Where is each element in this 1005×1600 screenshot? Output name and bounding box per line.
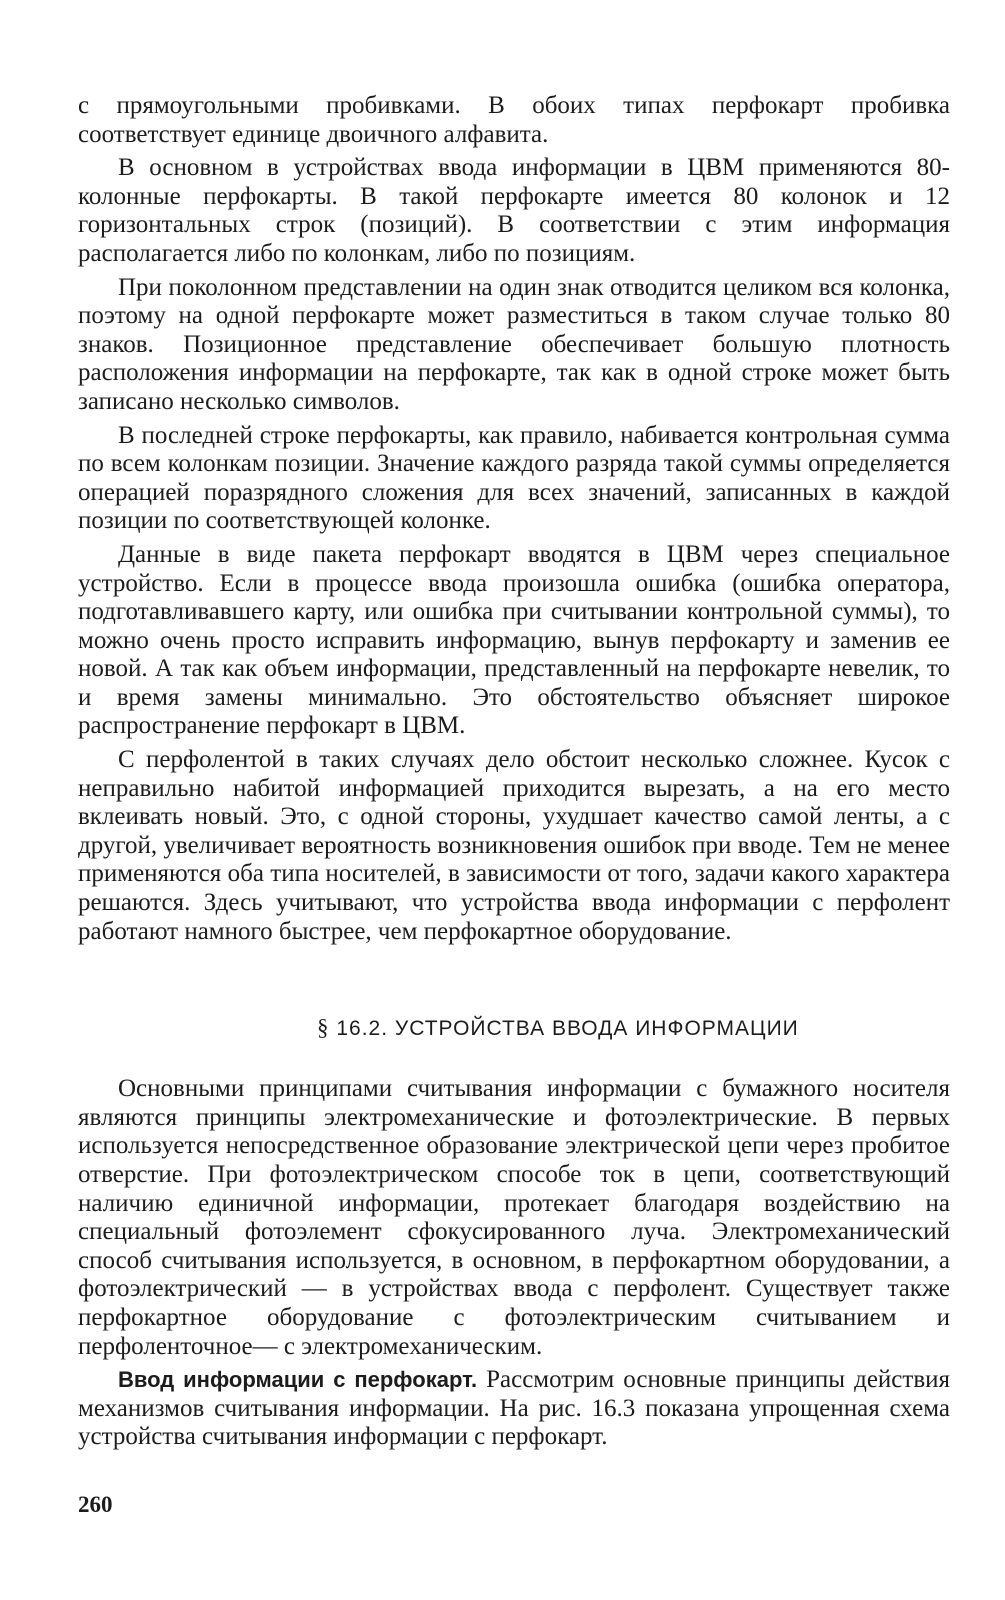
paragraph-text: Рассмотрим основные принципы действия механизмов считывания информации. На рис. 16.3 показана упрощенная схема устройства считывания информации с перфокарт. [78, 1366, 950, 1451]
paragraph: В последней строке перфокарты, как правило, набивается контрольная сумма по всем колонкам позиции. Значение каждого разряда такой суммы определяется операцией поразрядного сложения для всех значений, записанных в каждой позиции по соответствующей колонке. [78, 421, 950, 535]
paragraph: С перфолентой в таких случаях дело обстоит несколько сложнее. Кусок с неправильно набитой информацией приходится вырезать, а на его место вклеивать новый. Это, с одной стороны, ухудшает качество самой ленты, а с другой, увеличивает вероятность возникновения ошибок при вводе. Тем не менее применяются оба типа носителей, в зависимости от того, задачи какого характера решаются. Здесь учитывают, что устройства ввода информации с перфолент работают намного быстрее, чем перфокартное оборудование. [78, 746, 950, 945]
paragraph: Данные в виде пакета перфокарт вводятся в ЦВМ через специальное устройство. Если в процессе ввода произошла ошибка (ошибка оператора, подготавливавшего карту, или ошибка при считывании контрольной суммы), то можно очень просто исправить информацию, вынув перфокарту и заменив ее новой. А так как объем информации, представленный на перфокарте невелик, то и время замены минимально. Это обстоятельство объясняет широкое распространение перфокарт в ЦВМ. [78, 540, 950, 740]
section-title: УСТРОЙСТВА ВВОДА ИНФОРМАЦИИ [394, 1017, 799, 1041]
page-number: 260 [78, 1492, 113, 1517]
paragraph: с прямоугольными пробивками. В обоих типах перфокарт пробивка соответствует единице двоичного алфавита. [78, 92, 950, 148]
section-heading [78, 1014, 950, 1043]
paragraph: Основными принципами считывания информации с бумажного носителя являются принципы электромеханические и фотоэлектрические. В первых используется непосредственное образование электрической цепи через пробитое отверстие. При фотоэлектрическом способе ток в цепи, соответствующий наличию единичной информации, протекает благодаря воздействию на специальный фотоэлемент сфокусированного луча. Электромеханический способ считывания используется, в основном, в перфокартном оборудовании, а фотоэлектрический — в устройствах ввода с перфолент. Существует также перфокартное оборудование с фотоэлектрическим считыванием и перфоленточное— с электромеханическим. [78, 1075, 950, 1360]
paragraph: В основном в устройствах ввода информации в ЦВМ применяются 80-колонные перфокарты. В такой перфокарте имеется 80 колонок и 12 горизонтальных строк (позиций). В соответствии с этим информация располагается либо по колонкам, либо по позициям. [78, 154, 950, 267]
section-symbol: § [317, 1015, 330, 1041]
paragraph-with-lead [78, 1366, 950, 1452]
paragraph: При поколонном представлении на один знак отводится целиком вся колонка, поэтому на одной перфокарте может разместиться в таком случае только 80 знаков. Позиционное представление обеспечивает большую плотность расположения информации на перфокарте, так как в одной строке может быть записано несколько символов. [78, 273, 950, 415]
paragraph-lead: Ввод информации с перфокарт. [118, 1367, 478, 1393]
page-body [78, 92, 950, 1452]
section-number: 16.2. [336, 1017, 389, 1041]
